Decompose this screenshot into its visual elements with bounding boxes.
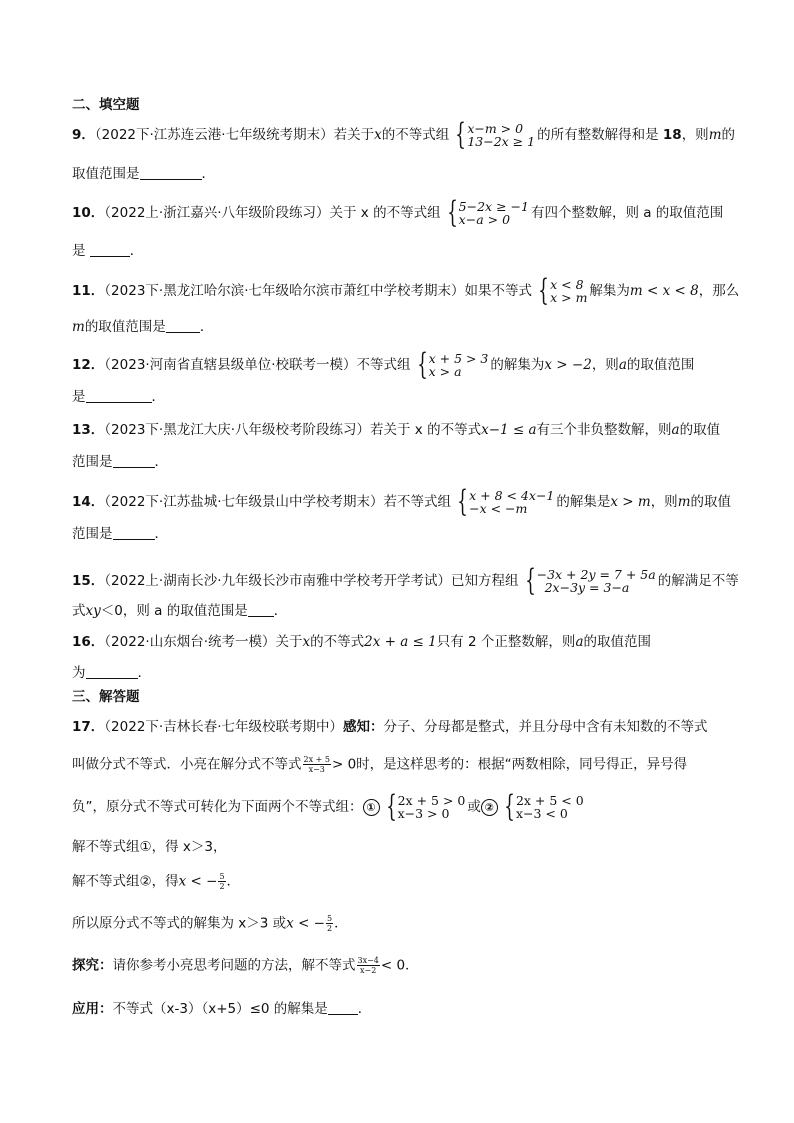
answer-blank[interactable] xyxy=(86,664,138,679)
question-17-line6: 所以原分式不等式的解集为 x＞3 或x < − $\frac{5}{2}$ ． xyxy=(72,914,348,933)
equation-system: { −3x + 2y = 7 + 5a 2x−3y = 3−a xyxy=(524,563,656,598)
inequality-system: { x + 5 > 3 x > a xyxy=(416,347,489,382)
inequality-system: { 5−2x ≥ −1 x−a > 0 xyxy=(446,195,529,230)
question-17-line7: 探究：请你参考小亮思考问题的方法，解不等式 $\frac{3x-4}{x-2}$ < 0． xyxy=(72,956,419,975)
question-12-line1: 12．（2023·河南省直辖县级单位·校联考一模）不等式组 { x + 5 > 3 x > a 的解集为x > −2，则a的取值范围 xyxy=(72,347,695,382)
question-15-line2: 式xy＜0，则 a 的取值范围是 ． xyxy=(72,603,288,619)
question-16-line1: 16．（2022·山东烟台·统考一模）关于x的不等式2x + a ≤ 1只有 2 个正整数解，则a的取值范围 xyxy=(72,634,651,650)
fraction: $\frac{3x-4}{x-2}$ xyxy=(357,956,379,975)
question-14-line2: 范围是 ． xyxy=(72,526,168,542)
question-17-line5: 解不等式组②，得x < − $\frac{5}{2}$ ． xyxy=(72,872,241,891)
answer-blank[interactable] xyxy=(113,453,155,468)
inequality-system: { x−m > 0 13−2x ≥ 1 xyxy=(455,117,536,152)
question-10-line2: 是 ． xyxy=(72,243,144,259)
section-fill-in-title: 二、填空题 xyxy=(72,97,140,113)
answer-blank[interactable] xyxy=(166,318,200,333)
question-17-line3: 负”，原分式不等式可转化为下面两个不等式组： ① { 2x + 5 > 0 x−3 > 0 或 ② { 2x + 5 < 0 x−3 < 0 xyxy=(72,789,584,824)
answer-blank[interactable] xyxy=(113,525,155,540)
question-17-line1: 17．（2022下·吉林长春·七年级校联考期中）感知：分子、分母都是整式，并且分母中含有未知数的不等式 xyxy=(72,719,708,735)
fraction: $\frac{5}{2}$ xyxy=(327,914,333,933)
answer-blank[interactable] xyxy=(86,388,152,403)
question-9-line1: 9．（2022下·江苏连云港·七年级统考期末）若关于x的不等式组 { x−m > 0 13−2x ≥ 1 的所有整数解得和是 18，则m的 xyxy=(72,117,735,152)
question-11-line1: 11．（2023下·黑龙江哈尔滨·七年级哈尔滨市萧红中学校考期末）如果不等式 { x < 8 x > m 解集为m < x < 8，那么 xyxy=(72,273,740,308)
inequality-system: { x + 8 < 4x−1 −x < −m xyxy=(457,484,555,519)
question-17-line2: 叫做分式不等式．小亮在解分式不等式 $\frac{2x + 5}{x-3}$ > 0时，是这样思考的：根据“两数相除，同号得正，异号得 xyxy=(72,755,688,774)
question-10-line1: 10．（2022上·浙江嘉兴·八年级阶段练习）关于 x 的不等式组 { 5−2x ≥ −1 x−a > 0 有四个整数解，则 a 的取值范围 xyxy=(72,195,724,230)
answer-blank[interactable] xyxy=(140,165,202,180)
question-9-line2: 取值范围是 ． xyxy=(72,166,215,182)
question-15-line1: 15．（2022上·湖南长沙·九年级长沙市南雅中学校考开学考试）已知方程组 { −3x + 2y = 7 + 5a 2x−3y = 3−a 的解满足不等 xyxy=(72,563,739,598)
section-answer-title: 三、解答题 xyxy=(72,689,140,705)
answer-blank[interactable] xyxy=(90,242,130,257)
question-17-line8: 应用：不等式（x-3）（x+5）≤0 的解集是 ． xyxy=(72,1001,372,1017)
question-13-line2: 范围是 ． xyxy=(72,454,168,470)
question-12-line2: 是 ． xyxy=(72,389,165,405)
inequality-system-1: { 2x + 5 > 0 x−3 > 0 xyxy=(385,789,466,824)
question-16-line2: 为 ． xyxy=(72,665,151,681)
inequality-system: { x < 8 x > m xyxy=(538,273,588,308)
question-11-line2: m的取值范围是 ． xyxy=(72,319,214,335)
answer-blank[interactable] xyxy=(248,602,274,617)
question-17-line4: 解不等式组①，得 x＞3， xyxy=(72,839,227,855)
question-13-line1: 13．（2023下·黑龙江大庆·八年级校考阶段练习）若关于 x 的不等式x−1 ≤ a有三个非负整数解，则a的取值 xyxy=(72,422,721,438)
fraction: $\frac{2x + 5}{x-3}$ xyxy=(303,755,330,774)
answer-blank[interactable] xyxy=(328,1000,358,1015)
inequality-system-2: { 2x + 5 < 0 x−3 < 0 xyxy=(504,789,584,824)
fraction: $\frac{5}{2}$ xyxy=(219,872,225,891)
question-14-line1: 14．（2022下·江苏盐城·七年级景山中学校考期末）若不等式组 { x + 8 < 4x−1 −x < −m 的解集是x > m，则m的取值 xyxy=(72,484,731,519)
